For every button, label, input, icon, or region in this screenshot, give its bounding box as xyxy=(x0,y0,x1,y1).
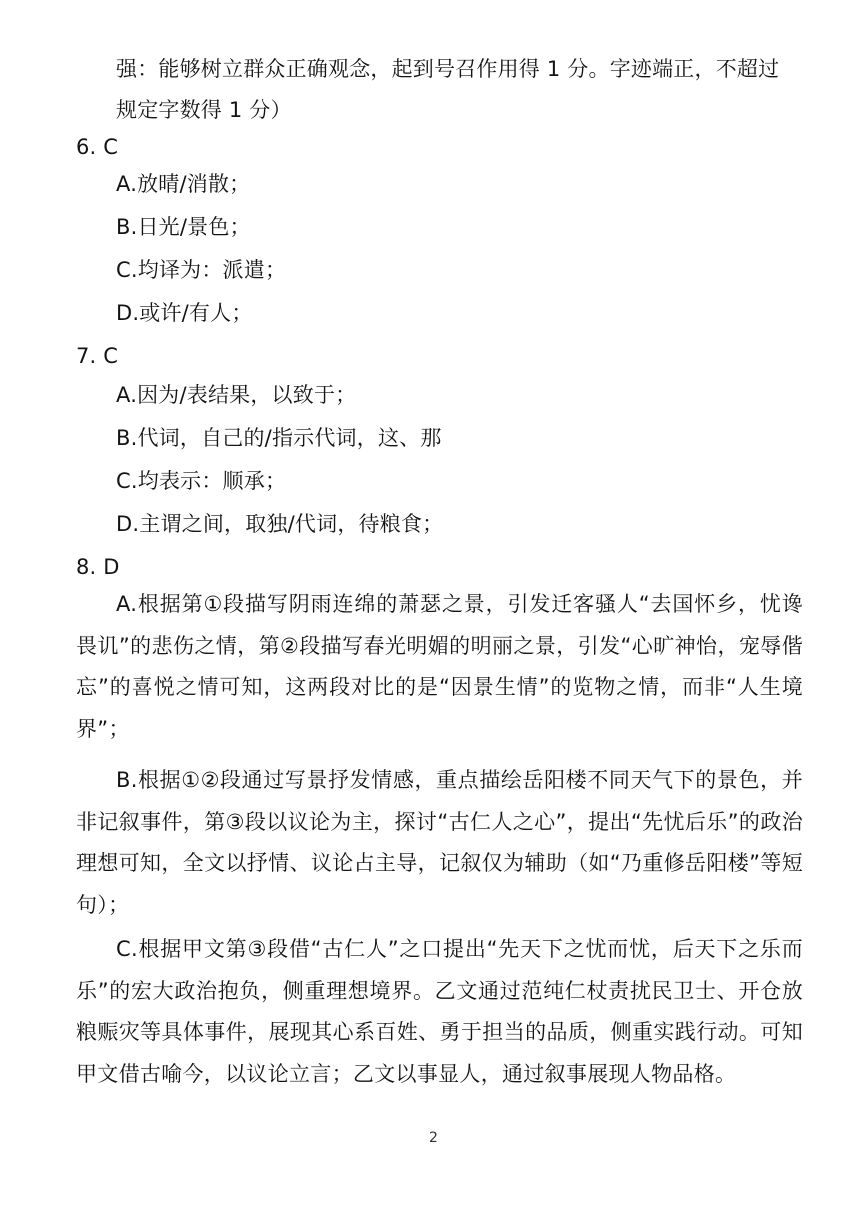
question-6-option-d: D.或许/有人； xyxy=(116,301,253,325)
page-number: 2 xyxy=(429,1130,438,1146)
question-8-explanation-b: B.根据①②段通过写景抒发情感，重点描绘岳阳楼不同天气下的景色，并非记叙事件，第③段以议论为主，探讨“古仁人之心”，提出“先忧后乐”的政治理想可知，全文以抒情、议论占主导，记叙仅为辅助（如“乃重修岳阳楼”等短句）； xyxy=(76,768,803,917)
question-6-option-a: A.放晴/消散； xyxy=(116,172,251,196)
question-8-explanation-c: C.根据甲文第③段借“古仁人”之口提出“先天下之忧而忧，后天下之乐而乐”的宏大政治抱负，侧重理想境界。乙文通过范纯仁杖责扰民卫士、开仓放粮赈灾等具体事件，展现其心系百姓、勇于担当的品质，侧重实践行动。可知甲文借古喻今，以议论立言；乙文以事显人，通过叙事展现人物品格。 xyxy=(76,937,803,1086)
question-7-option-a: A.因为/表结果，以致于； xyxy=(116,383,357,407)
question-7-option-b: B.代词，自己的/指示代词，这、那 xyxy=(116,426,442,450)
question-6-option-c: C.均译为：派遣； xyxy=(116,258,287,282)
question-6-option-b: B.日光/景色； xyxy=(116,215,251,239)
question-7-option-d: D.主谓之间，取独/代词，待粮食； xyxy=(116,512,444,536)
question-7-option-c: C.均表示：顺承； xyxy=(116,469,287,493)
question-8-answer: 8. D xyxy=(76,555,120,579)
question-7-answer: 7. C xyxy=(76,344,119,368)
question-8-explanation-a: A.根据第①段描写阴雨连绵的萧瑟之景，引发迁客骚人“去国怀乡，忧谗畏讥”的悲伤之情，第②段描写春光明媚的明丽之景，引发“心旷神怡，宠辱偕忘”的喜悦之情可知，这两段对比的是“因景生情”的览物之情，而非“人生境界”； xyxy=(76,592,803,741)
question-6-answer: 6. C xyxy=(76,135,119,159)
continuation-line-1: 强：能够树立群众正确观念，起到号召作用得 1 分。字迹端正，不超过 xyxy=(116,57,780,81)
continuation-line-2: 规定字数得 1 分） xyxy=(116,98,292,122)
